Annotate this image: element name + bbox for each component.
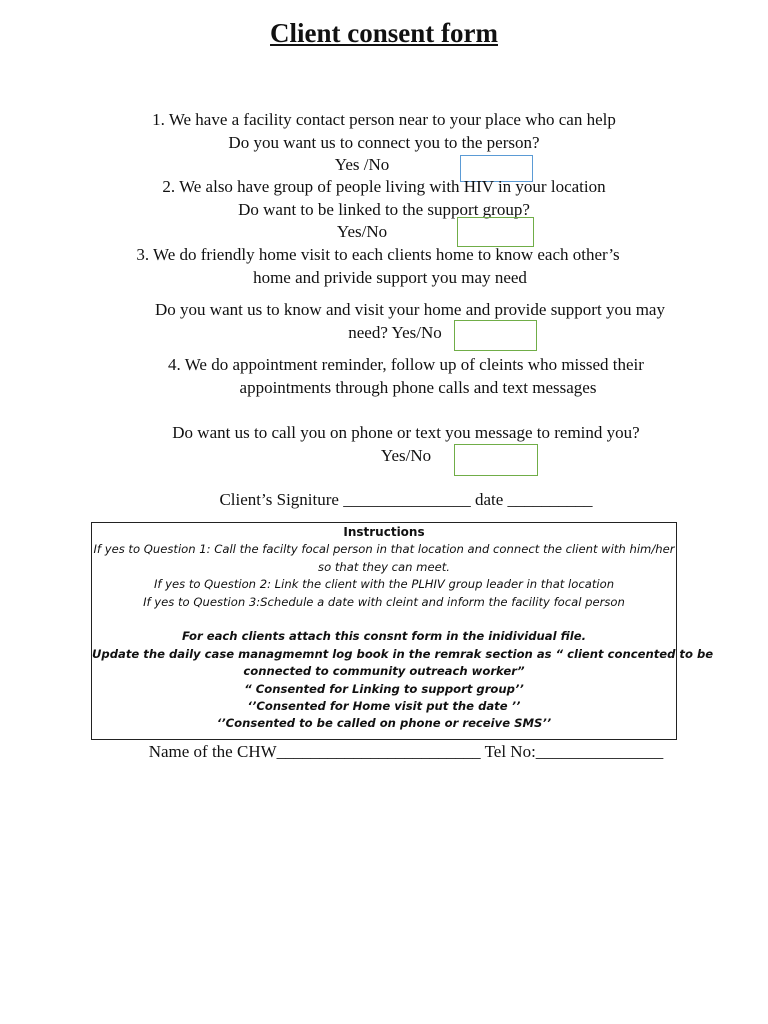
instruction-note: Update the daily case managmemnt log book in the remrak section as “ client concented to be — [92, 646, 714, 661]
instruction-line: If yes to Question 1: Call the facilty focal person in that location and connect the client with him/her — [93, 542, 675, 557]
question-3-prompt: Do you want us to know and visit your home and provide support you may — [155, 300, 665, 319]
instruction-note: For each clients attach this consnt form in the inidividual file. — [182, 629, 586, 644]
instruction-note: ‘’Consented for Home visit put the date ’’ — [247, 699, 521, 714]
client-signature-line: Client’s Signiture _______________ date __________ — [219, 490, 593, 509]
question-4-answer-box[interactable] — [454, 444, 538, 476]
question-2-answer-label: Yes/No — [336, 222, 388, 241]
chw-name-tel-line: Name of the CHW________________________ Tel No:_______________ — [148, 742, 664, 761]
instruction-line: so that they can meet. — [318, 559, 450, 574]
question-1-prompt: Do you want us to connect you to the person? — [228, 133, 540, 152]
question-3-answer-box[interactable] — [454, 320, 537, 351]
question-4-prompt: Do want us to call you on phone or text you message to remind you? — [172, 423, 640, 442]
instructions-heading: Instructions — [343, 525, 425, 539]
question-1-text: 1. We have a facility contact person near to your place who can help — [152, 110, 616, 129]
question-3-text-cont: home and privide support you may need — [253, 268, 527, 287]
instruction-note: “ Consented for Linking to support group’’ — [244, 681, 524, 696]
instruction-note: ‘’Consented to be called on phone or receive SMS’’ — [216, 716, 552, 731]
question-1-answer-label: Yes /No — [334, 155, 390, 174]
question-2-prompt: Do want to be linked to the support group? — [238, 200, 530, 219]
question-4-text: 4. We do appointment reminder, follow up of cleints who missed their — [168, 355, 644, 374]
question-3-prompt-cont: need? Yes/No — [348, 323, 442, 342]
question-3-text: 3. We do friendly home visit to each clients home to know each other’s — [136, 245, 620, 264]
page-title: Client consent form — [270, 18, 498, 48]
instruction-line: If yes to Question 2: Link the client with the PLHIV group leader in that location — [153, 577, 615, 592]
instructions-box — [91, 522, 714, 740]
instruction-line: If yes to Question 3:Schedule a date with cleint and inform the facility focal person — [143, 594, 625, 609]
question-4-text-cont: appointments through phone calls and text messages — [239, 378, 597, 397]
question-2-text: 2. We also have group of people living with HIV in your location — [162, 177, 606, 196]
instruction-note: connected to community outreach worker” — [243, 664, 525, 679]
question-4-answer-label: Yes/No — [380, 446, 432, 465]
question-2-answer-box[interactable] — [457, 217, 534, 247]
instructions-spacer — [92, 611, 676, 628]
